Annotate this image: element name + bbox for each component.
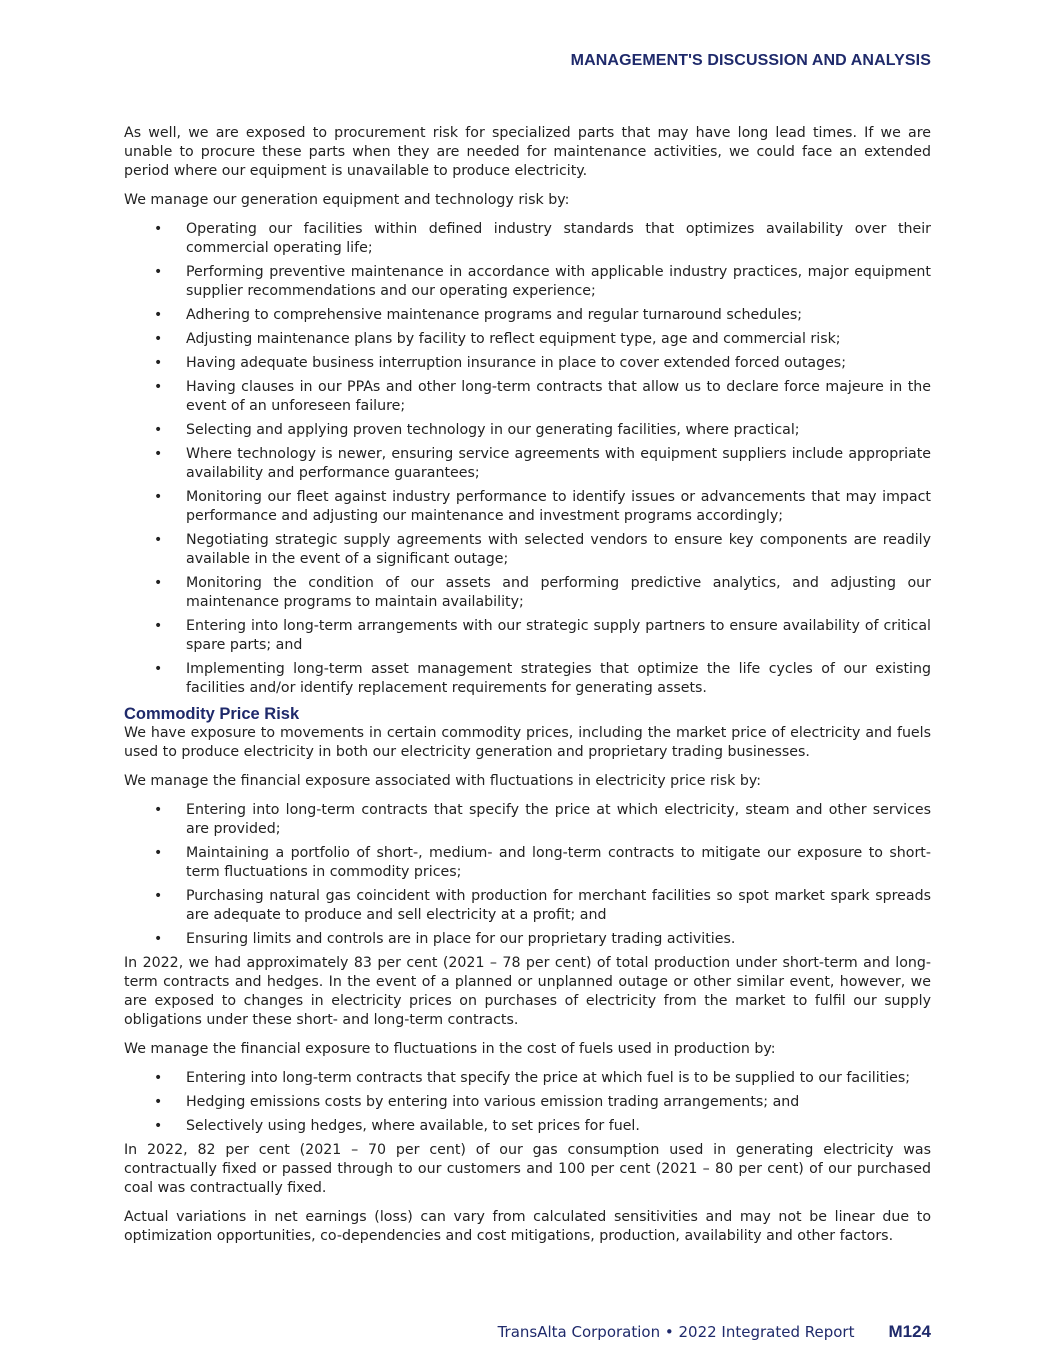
bullet-icon: • [154, 1094, 163, 1110]
footer-report-title: TransAlta Corporation • 2022 Integrated Report [497, 1323, 855, 1341]
bullet-icon: • [154, 575, 163, 591]
list-item [124, 1093, 931, 1112]
bullet-icon: • [154, 931, 163, 947]
bullet-icon: • [154, 379, 163, 395]
list-item [124, 930, 931, 949]
list-item [124, 660, 931, 698]
bullet-icon: • [154, 489, 163, 505]
list-item-text: Negotiating strategic supply agreements with selected vendors to ensure key components are readily available in the event of a significant outage; [186, 532, 931, 567]
list-item-text: Maintaining a portfolio of short-, medium- and long-term contracts to mitigate our exposure to short-term fluctuations in commodity prices; [186, 845, 931, 880]
list-item-text: Having clauses in our PPAs and other long-term contracts that allow us to declare force majeure in the event of an unforeseen failure; [186, 379, 931, 414]
bullet-icon: • [154, 532, 163, 548]
list-item-text: Adhering to comprehensive maintenance programs and regular turnaround schedules; [186, 307, 803, 323]
list-item-text: Entering into long-term contracts that specify the price at which fuel is to be supplied to our facilities; [186, 1070, 911, 1086]
list-item [124, 354, 931, 373]
list-item [124, 378, 931, 416]
page-number: M124 [888, 1322, 931, 1341]
list-item-text: Hedging emissions costs by entering into various emission trading arrangements; and [186, 1094, 800, 1110]
paragraph: In 2022, we had approximately 83 per cent (2021 – 78 per cent) of total production under short-term and long-term contracts and hedges. In the event of a planned or unplanned outage or other similar event, however, we are exposed to changes in electricity prices on purchases of electricity from the market to fulfil our supply obligations under these short- and long-term contracts. [124, 955, 931, 1028]
list-item [124, 421, 931, 440]
paragraph: We manage the financial exposure associated with fluctuations in electricity price risk by: [124, 773, 761, 789]
running-header: MANAGEMENT'S DISCUSSION AND ANALYSIS [570, 52, 931, 69]
list-item [124, 531, 931, 569]
list-item [124, 220, 931, 258]
list-item-text: Monitoring our fleet against industry performance to identify issues or advancements that may impact performance and adjusting our maintenance and investment programs accordingly; [186, 489, 931, 524]
list-item [124, 488, 931, 526]
paragraph: As well, we are exposed to procurement risk for specialized parts that may have long lead times. If we are unable to procure these parts when they are needed for maintenance activities, we could face an extended period where our equipment is unavailable to produce electricity. [124, 125, 931, 179]
list-item-text: Ensuring limits and controls are in place for our proprietary trading activities. [186, 931, 736, 947]
list-item [124, 617, 931, 655]
list-item-text: Performing preventive maintenance in accordance with applicable industry practices, major equipment supplier recommendations and our operating experience; [186, 264, 931, 299]
bullet-icon: • [154, 331, 163, 347]
bullet-icon: • [154, 845, 163, 861]
list-item-text: Selectively using hedges, where available, to set prices for fuel. [186, 1118, 640, 1134]
list-item-text: Implementing long-term asset management strategies that optimize the life cycles of our existing facilities and/or identify replacement requirements for generating assets. [186, 661, 931, 696]
list-item [124, 330, 931, 349]
bullet-icon: • [154, 661, 163, 677]
main-content [124, 124, 931, 1256]
bullet-icon: • [154, 1118, 163, 1134]
bullet-icon: • [154, 355, 163, 371]
bullet-list-fuel-cost [124, 1069, 931, 1136]
section-heading: Commodity Price Risk [124, 705, 300, 723]
list-item [124, 801, 931, 839]
list-item-text: Selecting and applying proven technology in our generating facilities, where practical; [186, 422, 800, 438]
paragraph: We have exposure to movements in certain commodity prices, including the market price of electricity and fuels used to produce electricity in both our electricity generation and proprietary trading businesses. [124, 725, 931, 760]
list-item [124, 1117, 931, 1136]
bullet-icon: • [154, 422, 163, 438]
list-item [124, 844, 931, 882]
list-item-text: Operating our facilities within defined industry standards that optimizes availability over their commercial operating life; [186, 221, 931, 256]
bullet-icon: • [154, 264, 163, 280]
list-item-text: Purchasing natural gas coincident with production for merchant facilities so spot market spark spreads are adequate to produce and sell electricity at a profit; and [186, 888, 931, 923]
list-item-text: Where technology is newer, ensuring service agreements with equipment suppliers include appropriate availability and performance guarantees; [186, 446, 931, 481]
bullet-icon: • [154, 618, 163, 634]
list-item [124, 445, 931, 483]
bullet-list-equipment-risk [124, 220, 931, 698]
paragraph: We manage our generation equipment and technology risk by: [124, 192, 570, 208]
list-item [124, 306, 931, 325]
bullet-icon: • [154, 802, 163, 818]
list-item-text: Entering into long-term arrangements with our strategic supply partners to ensure availability of critical spare parts; and [186, 618, 931, 653]
page-footer [498, 1322, 931, 1342]
bullet-icon: • [154, 221, 163, 237]
list-item-text: Having adequate business interruption insurance in place to cover extended forced outages; [186, 355, 846, 371]
list-item [124, 263, 931, 301]
bullet-icon: • [154, 307, 163, 323]
list-item-text: Entering into long-term contracts that specify the price at which electricity, steam and other services are provided; [186, 802, 931, 837]
bullet-list-electricity-price [124, 801, 931, 949]
paragraph: In 2022, 82 per cent (2021 – 70 per cent) of our gas consumption used in generating electricity was contractually fixed or passed through to our customers and 100 per cent (2021 – 80 per cent) of our purchased coal was contractually fixed. [124, 1142, 931, 1196]
bullet-icon: • [154, 1070, 163, 1086]
list-item [124, 887, 931, 925]
paragraph: Actual variations in net earnings (loss) can vary from calculated sensitivities and may not be linear due to optimization opportunities, co-dependencies and cost mitigations, production, availability and other factors. [124, 1209, 931, 1244]
paragraph: We manage the financial exposure to fluctuations in the cost of fuels used in production by: [124, 1041, 776, 1057]
bullet-icon: • [154, 446, 163, 462]
list-item-text: Monitoring the condition of our assets and performing predictive analytics, and adjusting our maintenance programs to maintain availability; [186, 575, 931, 610]
list-item [124, 1069, 931, 1088]
list-item-text: Adjusting maintenance plans by facility to reflect equipment type, age and commercial risk; [186, 331, 841, 347]
bullet-icon: • [154, 888, 163, 904]
list-item [124, 574, 931, 612]
